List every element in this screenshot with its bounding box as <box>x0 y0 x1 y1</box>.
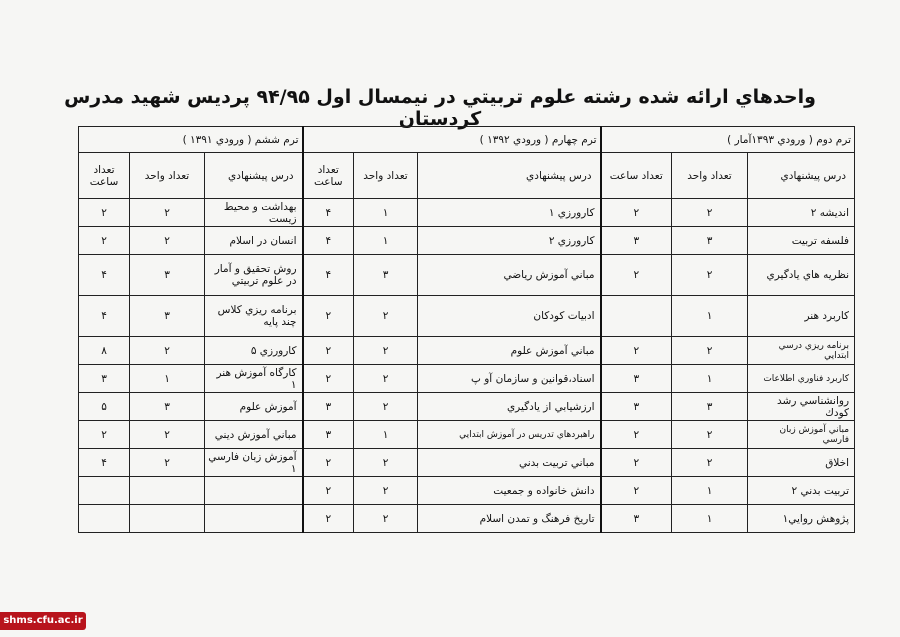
course-name: آموزش علوم <box>205 393 303 421</box>
course-units <box>130 477 205 505</box>
course-hours: ۴ <box>303 199 354 227</box>
course-units: ۲ <box>672 199 748 227</box>
course-units: ۳ <box>130 255 205 296</box>
course-hours: ۸ <box>79 337 130 365</box>
course-name: اسناد،قوانين و سازمان آو پ <box>418 365 601 393</box>
course-units: ۳ <box>672 227 748 255</box>
course-units: ۲ <box>354 365 418 393</box>
course-units: ۲ <box>354 477 418 505</box>
column-header-units: تعداد واحد <box>672 153 748 199</box>
course-name: تاريخ فرهنگ و تمدن اسلام <box>418 505 601 533</box>
course-hours <box>601 296 672 337</box>
course-name: ارزشيابي از يادگيري <box>418 393 601 421</box>
course-hours: ۲ <box>601 255 672 296</box>
course-hours: ۳ <box>601 505 672 533</box>
table-row <box>79 337 855 365</box>
column-header-hours: تعداد ساعت <box>79 153 130 199</box>
course-units: ۲ <box>354 337 418 365</box>
table-row <box>79 365 855 393</box>
course-hours: ۳ <box>79 365 130 393</box>
course-name: راهبردهاي تدريس در آموزش ابتدايي <box>418 421 601 449</box>
course-hours: ۲ <box>601 477 672 505</box>
course-units: ۲ <box>672 421 748 449</box>
course-units: ۲ <box>354 393 418 421</box>
column-header-hours: تعداد ساعت <box>303 153 354 199</box>
course-hours: ۲ <box>601 421 672 449</box>
course-name: كارگاه آموزش هنر ۱ <box>205 365 303 393</box>
course-hours: ۲ <box>601 449 672 477</box>
course-name: روش تحقيق و آمار در علوم تربيتي <box>205 255 303 296</box>
course-hours: ۲ <box>79 227 130 255</box>
table-row <box>79 477 855 505</box>
course-hours: ۲ <box>303 477 354 505</box>
course-hours: ۴ <box>79 255 130 296</box>
column-header-course: درس پيشنهادي <box>418 153 601 199</box>
course-units: ۲ <box>354 505 418 533</box>
course-name: دانش خانواده و جمعيت <box>418 477 601 505</box>
course-units: ۲ <box>130 421 205 449</box>
course-name: برنامه ريزي كلاس چند پايه <box>205 296 303 337</box>
course-name: اخلاق <box>748 449 855 477</box>
course-name: كاربرد فناوري اطلاعات <box>748 365 855 393</box>
course-units: ۲ <box>354 449 418 477</box>
course-hours: ۳ <box>601 365 672 393</box>
course-hours: ۴ <box>79 449 130 477</box>
course-hours: ۳ <box>601 393 672 421</box>
course-name: مباني تربيت بدني <box>418 449 601 477</box>
table-row <box>79 505 855 533</box>
column-header-units: تعداد واحد <box>130 153 205 199</box>
column-header-hours: تعداد ساعت <box>601 153 672 199</box>
course-units: ۲ <box>130 337 205 365</box>
course-units: ۱ <box>354 421 418 449</box>
course-name: مباني آموزش علوم <box>418 337 601 365</box>
course-name: روانشناسي رشد كودك <box>748 393 855 421</box>
course-hours: ۴ <box>303 227 354 255</box>
course-units: ۳ <box>130 393 205 421</box>
term-4-header: ترم چهارم ( ورودي ۱۳۹۲ ) <box>303 127 601 153</box>
course-hours: ۲ <box>601 337 672 365</box>
course-name: آموزش زبان فارسي ۱ <box>205 449 303 477</box>
course-units: ۲ <box>130 199 205 227</box>
site-logo: shms.cfu.ac.ir <box>0 612 86 630</box>
course-units: ۱ <box>672 365 748 393</box>
course-units: ۱ <box>672 296 748 337</box>
course-units: ۲ <box>354 296 418 337</box>
course-name <box>205 505 303 533</box>
course-hours: ۲ <box>303 505 354 533</box>
course-name: مباني آموزش رياضي <box>418 255 601 296</box>
course-units: ۳ <box>130 296 205 337</box>
course-units: ۱ <box>130 365 205 393</box>
course-units: ۲ <box>130 449 205 477</box>
course-hours: ۳ <box>303 421 354 449</box>
course-hours: ۳ <box>303 393 354 421</box>
course-units: ۳ <box>672 393 748 421</box>
table-row <box>79 296 855 337</box>
course-hours: ۳ <box>601 227 672 255</box>
table-row <box>79 255 855 296</box>
course-hours: ۲ <box>303 365 354 393</box>
course-hours: ۲ <box>303 337 354 365</box>
course-name: كارورزي ۵ <box>205 337 303 365</box>
course-units: ۲ <box>672 255 748 296</box>
course-hours: ۲ <box>303 296 354 337</box>
course-table <box>78 126 855 533</box>
course-name <box>205 477 303 505</box>
course-name: مباني آموزش زبان فارسي <box>748 421 855 449</box>
term-2-header: ترم دوم ( ورودي ۱۳۹۳آمار ) <box>601 127 855 153</box>
course-name: كاربرد هنر <box>748 296 855 337</box>
course-name: انسان در اسلام <box>205 227 303 255</box>
course-name: تربيت بدني ۲ <box>748 477 855 505</box>
course-units: ۳ <box>354 255 418 296</box>
course-hours: ۴ <box>79 296 130 337</box>
course-hours: ۵ <box>79 393 130 421</box>
course-units: ۲ <box>672 337 748 365</box>
column-header-course: درس پيشنهادي <box>205 153 303 199</box>
course-name: كارورزي ۲ <box>418 227 601 255</box>
course-hours: ۲ <box>303 449 354 477</box>
table-row <box>79 393 855 421</box>
course-units: ۱ <box>672 477 748 505</box>
course-units: ۱ <box>672 505 748 533</box>
course-name: انديشه ۲ <box>748 199 855 227</box>
course-units: ۲ <box>130 227 205 255</box>
table-row <box>79 421 855 449</box>
course-hours: ۴ <box>303 255 354 296</box>
course-name: نظريه هاي يادگيري <box>748 255 855 296</box>
course-hours <box>79 477 130 505</box>
course-units: ۱ <box>354 227 418 255</box>
course-hours: ۲ <box>601 199 672 227</box>
course-name: كارورزي ۱ <box>418 199 601 227</box>
term-6-header: ترم ششم ( ورودي ۱۳۹۱ ) <box>79 127 303 153</box>
course-units <box>130 505 205 533</box>
course-name: ادبيات كودكان <box>418 296 601 337</box>
column-header-course: درس پيشنهادي <box>748 153 855 199</box>
table-row <box>79 449 855 477</box>
column-header-units: تعداد واحد <box>354 153 418 199</box>
course-name: فلسفه تربيت <box>748 227 855 255</box>
course-units: ۱ <box>354 199 418 227</box>
course-units: ۲ <box>672 449 748 477</box>
course-hours <box>79 505 130 533</box>
course-name: مباني آموزش ديني <box>205 421 303 449</box>
course-name: بهداشت و محيط زيست <box>205 199 303 227</box>
course-name: پژوهش روايي۱ <box>748 505 855 533</box>
document-title: واحدهاي ارائه شده رشته علوم تربيتي در نيمسال اول ۹۴/۹۵ پرديس شهيد مدرس كردستان <box>64 86 816 130</box>
table-row <box>79 199 855 227</box>
course-hours: ۲ <box>79 199 130 227</box>
table-row <box>79 227 855 255</box>
course-name: برنامه ريزي درسي ابتدايي <box>748 337 855 365</box>
course-hours: ۲ <box>79 421 130 449</box>
